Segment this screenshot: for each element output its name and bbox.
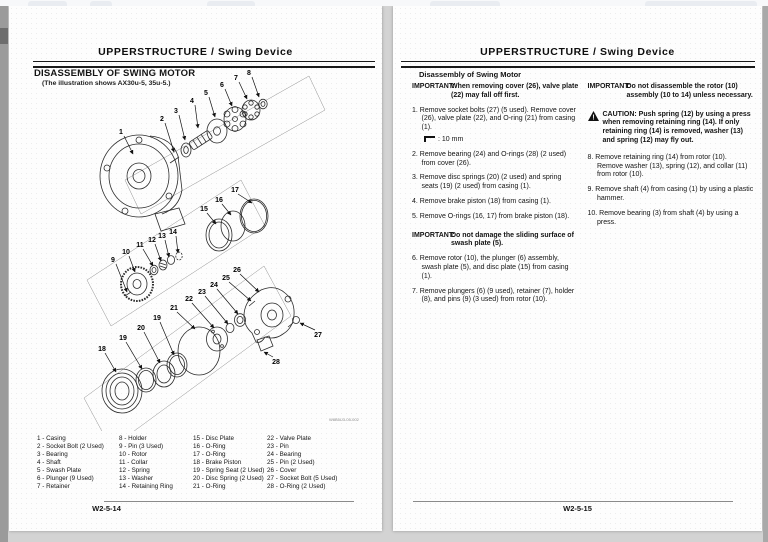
- important-text: Do not damage the sliding surface of swash plate (5).: [451, 231, 574, 248]
- parts-list-item: 19 - Spring Seat (2 Used): [193, 467, 265, 474]
- parts-list-item: 14 - Retaining Ring: [119, 483, 173, 490]
- caution-triangle-icon: [588, 111, 599, 121]
- browser-tab[interactable]: [645, 1, 757, 6]
- diagram-callout-number: 18: [98, 346, 106, 353]
- parts-list-item: 10 - Rotor: [119, 451, 147, 458]
- parts-list-item: 18 - Brake Piston: [193, 459, 242, 466]
- diagram-callout-number: 15: [200, 206, 208, 213]
- diagram-callout-number: 23: [198, 289, 206, 296]
- parts-list-item: 27 - Socket Bolt (5 Used): [267, 475, 338, 482]
- instruction-step: 7. Remove plungers (6) (9 used), retainer (7), holder (8), and pins (9) (3 used) from rotor (10).: [412, 287, 575, 304]
- left-panel-scrollbar-track[interactable]: [0, 6, 8, 542]
- parts-list-item: 26 - Cover: [267, 467, 297, 474]
- parts-list-item: 7 - Retainer: [37, 483, 70, 490]
- browser-tab[interactable]: [207, 1, 255, 6]
- document-page-left: [9, 6, 382, 531]
- diagram-callout-number: 26: [233, 267, 241, 274]
- instruction-column-left: [412, 83, 579, 305]
- diagram-callout-number: 21: [170, 305, 178, 312]
- parts-list-item: 23 - Pin: [267, 443, 289, 450]
- diagram-callout-number: 25: [222, 275, 230, 282]
- parts-list-column: [37, 435, 104, 491]
- steps-8-10: [588, 154, 755, 228]
- page-header: UPPERSTRUCTURE / Swing Device: [480, 46, 675, 58]
- parts-list-item: 13 - Washer: [119, 475, 154, 482]
- instruction-step: 2. Remove bearing (24) and O-rings (28) (2 used) from cover (26).: [412, 150, 567, 167]
- scrollbar-thumb[interactable]: [0, 28, 8, 44]
- parts-list-column: [119, 435, 173, 491]
- browser-topbar: [0, 0, 768, 6]
- parts-list-column: [267, 435, 337, 491]
- diagram-callout-number: 6: [220, 82, 224, 89]
- drawing-ref-code: W8B5U3-05-002: [329, 417, 359, 422]
- browser-tab[interactable]: [430, 1, 500, 6]
- hex-wrench-icon: [424, 136, 435, 142]
- footer-rule: [413, 501, 733, 502]
- document-page-right: [393, 6, 762, 531]
- important-text: When removing cover (26), valve plate (22) may fall off first.: [451, 83, 579, 99]
- instruction-step: 6. Remove rotor (10), the plunger (6) assembly, swash plate (5), and disc plate (15) from casing (1).: [412, 255, 569, 280]
- diagram-callout-number: 13: [158, 233, 166, 240]
- parts-list-item: 16 - O-Ring: [193, 443, 226, 450]
- header-rule: [33, 61, 375, 68]
- parts-list-item: 12 - Spring: [119, 467, 150, 474]
- important-note: [588, 83, 755, 101]
- parts-list-item: 4 - Shaft: [37, 459, 61, 466]
- section-title: DISASSEMBLY OF SWING MOTOR: [34, 68, 196, 79]
- caution-note: [588, 111, 755, 146]
- steps-2-5: [412, 151, 579, 222]
- swing-motor-exploded-diagram: [29, 68, 381, 431]
- parts-list-item: 11 - Collar: [119, 459, 148, 466]
- diagram-callout-number: 2: [160, 116, 164, 123]
- instruction-step: 8. Remove retaining ring (14) from rotor (10). Remove washer (13), spring (12), and collar (11) from rotor (10).: [587, 153, 748, 179]
- parts-list-item: 2 - Socket Bolt (2 Used): [37, 443, 104, 450]
- instruction-step: 1. Remove socket bolts (27) (5 used). Remove cover (26), valve plate (22), and O-ring (21) from casing (1).: [412, 106, 576, 132]
- caution-label: CAUTION:: [602, 110, 637, 118]
- parts-list-item: 17 - O-Ring: [193, 451, 226, 458]
- diagram-callout-number: 3: [174, 108, 178, 115]
- diagram-callout-number: 12: [148, 237, 156, 244]
- important-text: Do not disassemble the rotor (10) assembly (10 to 14) unless necessary.: [626, 83, 753, 99]
- parts-list-item: 1 - Casing: [37, 435, 66, 442]
- parts-list-item: 22 - Valve Plate: [267, 435, 311, 442]
- important-label: IMPORTANT:: [587, 83, 631, 90]
- right-page-edge: [763, 6, 768, 542]
- diagram-callout-number: 8: [247, 70, 251, 77]
- diagram-callout-number: 10: [122, 249, 130, 256]
- important-label: IMPORTANT:: [412, 231, 455, 239]
- instruction-step: 5. Remove O-rings (16, 17) from brake piston (18).: [412, 212, 570, 220]
- important-note: [412, 83, 579, 101]
- diagram-callout-number: 11: [136, 242, 144, 249]
- parts-list-item: 5 - Swash Plate: [37, 467, 82, 474]
- footer-rule: [104, 501, 354, 502]
- important-label: IMPORTANT:: [412, 83, 455, 90]
- parts-list-item: 6 - Plunger (9 Used): [37, 475, 94, 482]
- page-number: W2-5-15: [563, 504, 592, 513]
- diagram-callout-number: 22: [185, 296, 193, 303]
- parts-list-item: 15 - Disc Plate: [193, 435, 234, 442]
- page-header: UPPERSTRUCTURE / Swing Device: [98, 46, 293, 58]
- diagram-callout-number: 28: [272, 359, 280, 366]
- diagram-callout-number: 1: [119, 129, 123, 136]
- parts-list-item: 8 - Holder: [119, 435, 147, 442]
- section-title: Disassembly of Swing Motor: [419, 70, 522, 79]
- instruction-step: 4. Remove brake piston (18) from casing (1).: [412, 197, 551, 205]
- parts-list-column: [193, 435, 264, 491]
- svg-text:!: !: [591, 114, 595, 121]
- diagram-callout-number: 27: [314, 332, 322, 339]
- diagram-parts: [100, 99, 300, 413]
- tool-size-text: : 10 mm: [438, 135, 464, 143]
- instruction-step: 3. Remove disc springs (20) (2 used) and spring seats (19) (2 used) from casing (1).: [412, 174, 562, 191]
- instruction-step: 9. Remove shaft (4) from casing (1) by using a plastic hammer.: [587, 186, 754, 202]
- diagram-callout-number: 19: [153, 315, 161, 322]
- diagram-callout-number: 19: [119, 335, 127, 342]
- browser-tab[interactable]: [90, 1, 112, 6]
- parts-list-item: 24 - Bearing: [267, 451, 302, 458]
- instruction-step: 10. Remove bearing (3) from shaft (4) by using a press.: [587, 209, 739, 226]
- important-note: [412, 232, 579, 250]
- browser-tab[interactable]: [28, 1, 67, 6]
- parts-list-item: 20 - Disc Spring (2 Used): [193, 475, 264, 482]
- parts-list-item: 3 - Bearing: [37, 451, 68, 458]
- steps-6-7: [412, 255, 579, 305]
- caution-text: Push spring (12) by using a press when removing retaining ring (14). If only retaining ring (14) is removed, washer (13) and spring (12) may fly out.: [602, 110, 751, 144]
- parts-list-item: 28 - O-Ring (2 Used): [267, 483, 326, 490]
- diagram-callout-number: 16: [215, 197, 223, 204]
- diagram-callout-number: 17: [231, 187, 239, 194]
- instruction-column-right: [588, 83, 755, 305]
- parts-list-item: 21 - O-Ring: [193, 483, 226, 490]
- diagram-callout-number: 7: [234, 75, 238, 82]
- instruction-columns: [412, 83, 754, 305]
- section-subtitle: (The illustration shows AX30u-5, 35u-5.): [42, 80, 171, 87]
- parts-list-item: 9 - Pin (3 Used): [119, 443, 164, 450]
- diagram-callout-number: 14: [169, 229, 177, 236]
- header-rule: [401, 61, 755, 68]
- parts-list-item: 25 - Pin (2 Used): [267, 459, 315, 466]
- diagram-callout-number: 5: [204, 90, 208, 97]
- diagram-callout-number: 4: [190, 98, 194, 105]
- page-number: W2-5-14: [92, 504, 121, 513]
- tool-size-note: [424, 136, 579, 145]
- diagram-callout-number: 9: [111, 257, 115, 264]
- diagram-callout-number: 24: [210, 282, 218, 289]
- diagram-callout-number: 20: [137, 325, 145, 332]
